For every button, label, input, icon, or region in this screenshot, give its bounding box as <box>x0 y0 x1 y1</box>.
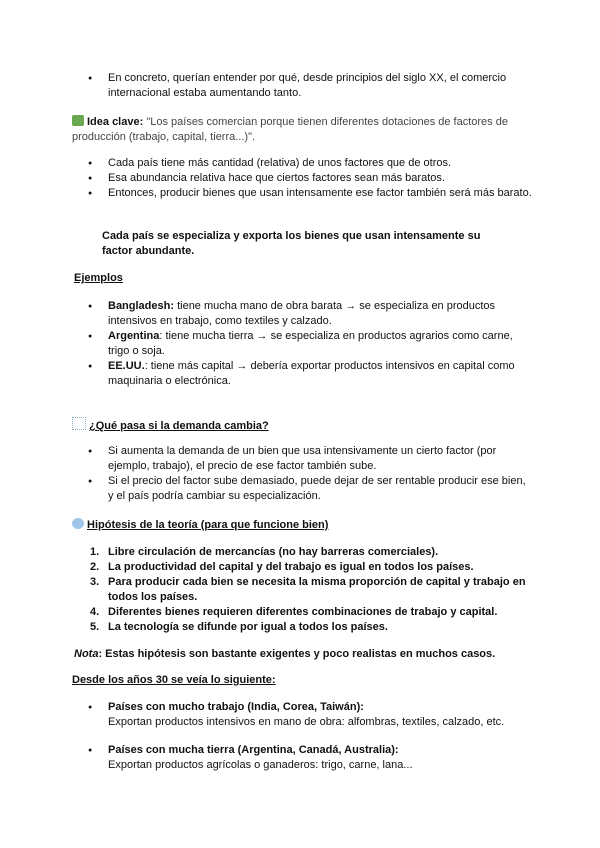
demand-list <box>72 444 532 504</box>
list-item: 4. Diferentes bienes requieren diferentes combinaciones de trabajo y capital. <box>90 606 498 618</box>
idea-quote: "Los países comercian porque tienen diferentes dotaciones de factores de producción (trabajo, capital, tierra...)". <box>72 116 508 143</box>
examples-heading <box>74 271 534 286</box>
sparkle-icon <box>72 417 86 430</box>
list-item: ● Esa abundancia relativa hace que ciertos factores sean más baratos. <box>72 171 532 186</box>
heading-text: Ejemplos <box>74 272 123 284</box>
list-item: ● Si el precio del factor sube demasiado, puede dejar de ser rentable producir ese bien, y el país podría cambiar su especialización. <box>72 474 532 504</box>
since30-list <box>72 700 532 773</box>
item-text: tiene mucha mano de obra barata → se especializa en productos intensivos en trabajo, como textiles y calzado. <box>108 300 496 327</box>
idea-bullets <box>72 156 532 201</box>
conclusion: Cada país se especializa y exporta los bienes que usan intensamente su factor abundante. <box>102 230 481 257</box>
list-item: ● Entonces, producir bienes que usan intensamente ese factor también será más barato. <box>72 186 532 201</box>
since30-heading <box>72 673 532 688</box>
list-item: ● Cada país tiene más cantidad (relativa) de unos factores que de otros. <box>72 156 532 171</box>
item-text: : tiene mucha tierra → se especializa en productos agrarios como carne, trigo o soja. <box>108 330 513 357</box>
hypotheses-list <box>72 545 532 635</box>
list-item: 5. La tecnología se difunde por igual a todos los países. <box>90 621 388 633</box>
item-text: Exportan productos agrícolas o ganaderos: trigo, carne, lana... <box>108 759 413 771</box>
note <box>74 647 534 662</box>
item-title: Países con mucha tierra (Argentina, Canadá, Australia): <box>108 744 399 756</box>
note-label: Nota <box>74 648 99 660</box>
item-text: Exportan productos intensivos en mano de obra: alfombras, textiles, calzado, etc. <box>108 716 505 728</box>
note-text: : Estas hipótesis son bastante exigentes y poco realistas en muchos casos. <box>98 648 496 660</box>
country: Bangladesh: <box>108 300 175 312</box>
demand-heading <box>72 417 532 434</box>
list-item: 3. Para producir cada bien se necesita la misma proporción de capital y trabajo en todos los países. <box>90 576 526 603</box>
gear-icon <box>72 518 84 529</box>
item-text: : tiene más capital → debería exportar productos intensivos en capital como maquinaria o electrónica. <box>108 360 515 387</box>
list-item: 2. La productividad del capital y del trabajo es igual en todos los países. <box>90 561 474 573</box>
list-item <box>72 299 532 329</box>
item-text: La productividad del capital y del trabajo es igual en todos los países. <box>108 561 474 573</box>
puzzle-icon <box>72 115 84 126</box>
item-text: La tecnología se difunde por igual a todos los países. <box>108 621 388 633</box>
heading-text: ¿Qué pasa si la demanda cambia? <box>89 420 269 432</box>
heading-text: Hipótesis de la teoría (para que funcione bien) <box>87 519 329 531</box>
heading-text: Desde los años 30 se veía lo siguiente: <box>72 674 276 686</box>
item-title: Países con mucho trabajo (India, Corea, Taiwán): <box>108 701 364 713</box>
list-item: 1. Libre circulación de mercancías (no hay barreras comerciales). <box>90 546 439 558</box>
intro-list <box>72 71 532 101</box>
idea-label: Idea clave: <box>87 116 144 128</box>
item-text: Diferentes bienes requieren diferentes combinaciones de trabajo y capital. <box>108 606 498 618</box>
list-item <box>72 700 532 730</box>
examples-list <box>72 299 532 389</box>
list-item <box>72 743 532 773</box>
list-item <box>72 359 532 389</box>
list-item: ● En concreto, querían entender por qué, desde principios del siglo XX, el comercio internacional estaba aumentando tanto. <box>72 71 532 101</box>
country: EE.UU. <box>108 360 145 372</box>
list-item: ● Si aumenta la demanda de un bien que usa intensivamente un cierto factor (por ejemplo, trabajo), el precio de ese factor también sube. <box>72 444 532 474</box>
country: Argentina <box>108 330 160 342</box>
hypotheses-heading <box>72 518 532 533</box>
item-text: Libre circulación de mercancías (no hay barreras comerciales). <box>108 546 439 558</box>
idea-clave <box>72 115 542 145</box>
list-item <box>72 329 532 359</box>
item-text: Para producir cada bien se necesita la misma proporción de capital y trabajo en todos los países. <box>108 576 526 603</box>
